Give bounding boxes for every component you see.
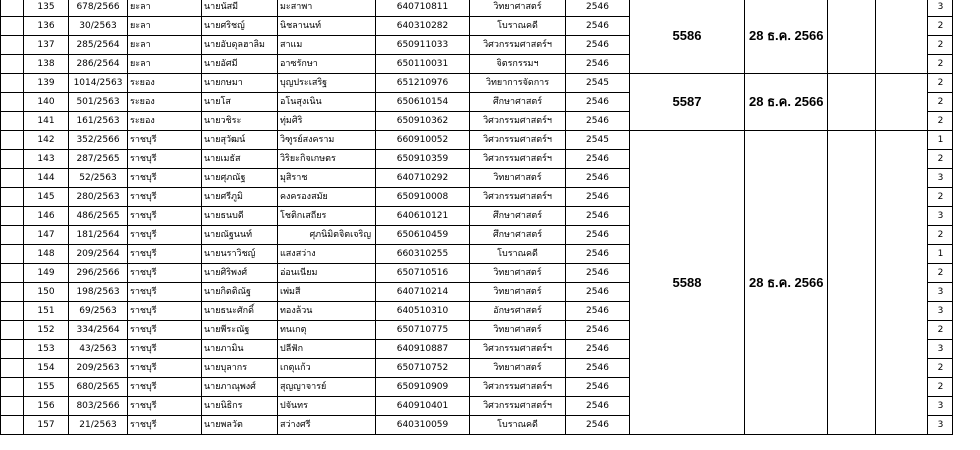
row-number: 151: [24, 302, 69, 321]
last-name: สาแม: [278, 36, 376, 55]
empty-cell: [876, 74, 928, 131]
student-id: 640710214: [376, 283, 470, 302]
spacer-cell: [1, 378, 24, 397]
student-id: 650710752: [376, 359, 470, 378]
province: ยะลา: [128, 17, 202, 36]
row-number: 154: [24, 359, 69, 378]
student-id: 640510310: [376, 302, 470, 321]
student-id: 650110031: [376, 55, 470, 74]
province: ยะลา: [128, 55, 202, 74]
student-id: 650710516: [376, 264, 470, 283]
province: ระยอง: [128, 93, 202, 112]
row-number: 146: [24, 207, 69, 226]
first-name: นายธนะศักดิ์: [202, 302, 278, 321]
faculty: วิศวกรรมศาสตร์ฯ: [470, 188, 566, 207]
first-name: นายนิธิกร: [202, 397, 278, 416]
spacer-cell: [1, 150, 24, 169]
year: 2546: [566, 36, 630, 55]
row-number: 150: [24, 283, 69, 302]
spacer-cell: [1, 207, 24, 226]
batch-date: 28 ธ.ค. 2566: [745, 74, 828, 131]
last-name: บุญประเสริฐ: [278, 74, 376, 93]
province: ราชบุรี: [128, 169, 202, 188]
province: ราชบุรี: [128, 302, 202, 321]
first-name: นายธนบดี: [202, 207, 278, 226]
spacer-cell: [1, 55, 24, 74]
empty-cell: [876, 131, 928, 435]
first-name: นายสุวัฒน์: [202, 131, 278, 150]
spacer-cell: [1, 169, 24, 188]
empty-cell: [828, 74, 876, 131]
spacer-cell: [1, 131, 24, 150]
reference-number: 1014/2563: [69, 74, 128, 93]
student-id: 640710292: [376, 169, 470, 188]
reference-number: 280/2563: [69, 188, 128, 207]
province: ราชบุรี: [128, 340, 202, 359]
first-name: นายนราวิชญ์: [202, 245, 278, 264]
year: 2546: [566, 359, 630, 378]
spacer-cell: [1, 340, 24, 359]
last-name: ทนเกตุ: [278, 321, 376, 340]
first-name: นายกษมา: [202, 74, 278, 93]
student-id: 651210976: [376, 74, 470, 93]
reference-number: 209/2563: [69, 359, 128, 378]
faculty: จิตรกรรมฯ: [470, 55, 566, 74]
year: 2545: [566, 74, 630, 93]
first-name: นายวชิระ: [202, 112, 278, 131]
faculty: วิทยาศาสตร์: [470, 283, 566, 302]
province: ราชบุรี: [128, 416, 202, 435]
reference-number: 21/2563: [69, 416, 128, 435]
province: ราชบุรี: [128, 283, 202, 302]
count: 3: [928, 397, 953, 416]
student-id: 650710775: [376, 321, 470, 340]
year: 2546: [566, 207, 630, 226]
faculty: โบราณคดี: [470, 245, 566, 264]
student-id: 640910401: [376, 397, 470, 416]
student-id: 650910008: [376, 188, 470, 207]
count: 2: [928, 359, 953, 378]
province: ระยอง: [128, 112, 202, 131]
first-name: นายโส: [202, 93, 278, 112]
last-name: คงครองสมัย: [278, 188, 376, 207]
row-number: 145: [24, 188, 69, 207]
reference-number: 30/2563: [69, 17, 128, 36]
faculty: วิทยาศาสตร์: [470, 264, 566, 283]
year: 2545: [566, 131, 630, 150]
first-name: นายศุภณัฐ: [202, 169, 278, 188]
batch-date: 28 ธ.ค. 2566: [745, 131, 828, 435]
student-id: 650610459: [376, 226, 470, 245]
last-name: ทองล้วน: [278, 302, 376, 321]
student-id: 640710811: [376, 0, 470, 17]
count: 2: [928, 112, 953, 131]
province: ราชบุรี: [128, 264, 202, 283]
count: 2: [928, 188, 953, 207]
faculty: โบราณคดี: [470, 416, 566, 435]
count: 2: [928, 150, 953, 169]
first-name: นายเมธัส: [202, 150, 278, 169]
count: 3: [928, 302, 953, 321]
first-name: นายณัฐนนท์: [202, 226, 278, 245]
empty-cell: [876, 0, 928, 74]
count: 2: [928, 74, 953, 93]
count: 1: [928, 245, 953, 264]
reference-number: 803/2566: [69, 397, 128, 416]
row-number: 148: [24, 245, 69, 264]
count: 2: [928, 36, 953, 55]
row-number: 135: [24, 0, 69, 17]
row-number: 137: [24, 36, 69, 55]
year: 2546: [566, 340, 630, 359]
row-number: 142: [24, 131, 69, 150]
last-name: นิชลานนท์: [278, 17, 376, 36]
count: 2: [928, 264, 953, 283]
row-number: 153: [24, 340, 69, 359]
reference-number: 334/2564: [69, 321, 128, 340]
row-number: 136: [24, 17, 69, 36]
year: 2546: [566, 397, 630, 416]
batch-date: 28 ธ.ค. 2566: [745, 0, 828, 74]
student-id: 660910052: [376, 131, 470, 150]
reference-number: 285/2564: [69, 36, 128, 55]
last-name: แสงสว่าง: [278, 245, 376, 264]
province: ราชบุรี: [128, 245, 202, 264]
spacer-cell: [1, 359, 24, 378]
reference-number: 286/2564: [69, 55, 128, 74]
last-name: วิฑูรย์สงคราม: [278, 131, 376, 150]
province: ราชบุรี: [128, 188, 202, 207]
spacer-cell: [1, 0, 24, 17]
row-number: 157: [24, 416, 69, 435]
year: 2546: [566, 226, 630, 245]
reference-number: 161/2563: [69, 112, 128, 131]
faculty: ศึกษาศาสตร์: [470, 207, 566, 226]
reference-number: 287/2565: [69, 150, 128, 169]
last-name: อาซรักษา: [278, 55, 376, 74]
first-name: นายพีระณัฐ: [202, 321, 278, 340]
count: 2: [928, 55, 953, 74]
first-name: นายศิริพงศ์: [202, 264, 278, 283]
province: ยะลา: [128, 0, 202, 17]
count: 3: [928, 340, 953, 359]
faculty: วิศวกรรมศาสตร์ฯ: [470, 112, 566, 131]
reference-number: 680/2565: [69, 378, 128, 397]
reference-number: 501/2563: [69, 93, 128, 112]
count: 3: [928, 169, 953, 188]
student-id: 650910362: [376, 112, 470, 131]
batch-number: 5587: [630, 74, 745, 131]
spacer-cell: [1, 36, 24, 55]
year: 2546: [566, 55, 630, 74]
faculty: วิทยาศาสตร์: [470, 321, 566, 340]
province: ราชบุรี: [128, 321, 202, 340]
table-row: [1, 131, 953, 150]
province: ยะลา: [128, 36, 202, 55]
spacer-cell: [1, 397, 24, 416]
first-name: นายพลวัต: [202, 416, 278, 435]
reference-number: 181/2564: [69, 226, 128, 245]
faculty: วิทยาศาสตร์: [470, 169, 566, 188]
spacer-cell: [1, 245, 24, 264]
row-number: 141: [24, 112, 69, 131]
province: ราชบุรี: [128, 207, 202, 226]
first-name: นายภามิน: [202, 340, 278, 359]
faculty: วิศวกรรมศาสตร์ฯ: [470, 340, 566, 359]
year: 2546: [566, 321, 630, 340]
student-id: 640610121: [376, 207, 470, 226]
count: 2: [928, 378, 953, 397]
last-name: วิริยะกิจเกษตร: [278, 150, 376, 169]
count: 3: [928, 416, 953, 435]
reference-number: 486/2565: [69, 207, 128, 226]
year: 2546: [566, 302, 630, 321]
last-name: อ่อนเนียม: [278, 264, 376, 283]
reference-number: 198/2563: [69, 283, 128, 302]
faculty: วิศวกรรมศาสตร์ฯ: [470, 378, 566, 397]
row-number: 139: [24, 74, 69, 93]
spacer-cell: [1, 416, 24, 435]
first-name: นายกิตติณัฐ: [202, 283, 278, 302]
faculty: ศึกษาศาสตร์: [470, 226, 566, 245]
year: 2546: [566, 93, 630, 112]
student-id: 650610154: [376, 93, 470, 112]
reference-number: 52/2563: [69, 169, 128, 188]
province: ระยอง: [128, 74, 202, 93]
count: 2: [928, 17, 953, 36]
table-row: [1, 74, 953, 93]
row-number: 156: [24, 397, 69, 416]
faculty: ศึกษาศาสตร์: [470, 93, 566, 112]
faculty: วิศวกรรมศาสตร์ฯ: [470, 131, 566, 150]
faculty: อักษรศาสตร์: [470, 302, 566, 321]
last-name: ปลีฟัก: [278, 340, 376, 359]
empty-cell: [828, 131, 876, 435]
first-name: นายบุลากร: [202, 359, 278, 378]
first-name: นายอับดุลฮาลิม: [202, 36, 278, 55]
reference-number: 209/2564: [69, 245, 128, 264]
reference-number: 678/2566: [69, 0, 128, 17]
first-name: นายศริชญ์: [202, 17, 278, 36]
province: ราชบุรี: [128, 359, 202, 378]
first-name: นายศรีภูมิ: [202, 188, 278, 207]
last-name: โชติกเสถียร: [278, 207, 376, 226]
faculty: วิทยาศาสตร์: [470, 359, 566, 378]
row-number: 143: [24, 150, 69, 169]
first-name: นายอัศมี: [202, 55, 278, 74]
year: 2546: [566, 416, 630, 435]
table-body: [1, 0, 953, 435]
student-id: 640910887: [376, 340, 470, 359]
student-id: 660310255: [376, 245, 470, 264]
first-name: นายภาณุพงศ์: [202, 378, 278, 397]
last-name: มะสาพา: [278, 0, 376, 17]
row-number: 140: [24, 93, 69, 112]
count: 1: [928, 131, 953, 150]
province: ราชบุรี: [128, 378, 202, 397]
last-name: ทุ่มศิริ: [278, 112, 376, 131]
row-number: 138: [24, 55, 69, 74]
year: 2546: [566, 264, 630, 283]
student-id: 640310059: [376, 416, 470, 435]
count: 3: [928, 283, 953, 302]
reference-number: 43/2563: [69, 340, 128, 359]
count: 2: [928, 226, 953, 245]
province: ราชบุรี: [128, 397, 202, 416]
year: 2546: [566, 245, 630, 264]
faculty: วิทยาศาสตร์: [470, 0, 566, 17]
batch-number: 5586: [630, 0, 745, 74]
student-id: 650910909: [376, 378, 470, 397]
row-number: 144: [24, 169, 69, 188]
spacer-cell: [1, 93, 24, 112]
province: ราชบุรี: [128, 226, 202, 245]
reference-number: 352/2566: [69, 131, 128, 150]
student-id: 640310282: [376, 17, 470, 36]
table-row: [1, 0, 953, 17]
first-name: นายนัสมี: [202, 0, 278, 17]
last-name: อโนสุงเนิน: [278, 93, 376, 112]
province: ราชบุรี: [128, 131, 202, 150]
student-id: 650911033: [376, 36, 470, 55]
spacer-cell: [1, 17, 24, 36]
last-name: ปจันทร: [278, 397, 376, 416]
last-name: สว่างศรี: [278, 416, 376, 435]
spacer-cell: [1, 74, 24, 93]
year: 2546: [566, 188, 630, 207]
spacer-cell: [1, 226, 24, 245]
count: 3: [928, 207, 953, 226]
count: 2: [928, 93, 953, 112]
spacer-cell: [1, 112, 24, 131]
spacer-cell: [1, 321, 24, 340]
empty-cell: [828, 0, 876, 74]
row-number: 155: [24, 378, 69, 397]
row-number: 149: [24, 264, 69, 283]
last-name: เพ่มสี: [278, 283, 376, 302]
spacer-cell: [1, 302, 24, 321]
last-name: เกตุแก้ว: [278, 359, 376, 378]
faculty: วิทยาการจัดการ: [470, 74, 566, 93]
last-name: สุญญาจารย์: [278, 378, 376, 397]
faculty: วิศวกรรมศาสตร์ฯ: [470, 397, 566, 416]
faculty: วิศวกรรมศาสตร์ฯ: [470, 150, 566, 169]
year: 2546: [566, 169, 630, 188]
count: 3: [928, 0, 953, 17]
reference-number: 296/2566: [69, 264, 128, 283]
count: 2: [928, 321, 953, 340]
year: 2546: [566, 150, 630, 169]
year: 2546: [566, 0, 630, 17]
faculty: โบราณคดี: [470, 17, 566, 36]
student-id: 650910359: [376, 150, 470, 169]
province: ราชบุรี: [128, 150, 202, 169]
batch-number: 5588: [630, 131, 745, 435]
spacer-cell: [1, 283, 24, 302]
row-number: 152: [24, 321, 69, 340]
last-name: ศุภนิมิตจิตเจริญ: [278, 226, 376, 245]
year: 2546: [566, 17, 630, 36]
row-number: 147: [24, 226, 69, 245]
year: 2546: [566, 112, 630, 131]
reference-number: 69/2563: [69, 302, 128, 321]
spacer-cell: [1, 264, 24, 283]
year: 2546: [566, 378, 630, 397]
year: 2546: [566, 283, 630, 302]
last-name: มุสิราช: [278, 169, 376, 188]
faculty: วิศวกรรมศาสตร์ฯ: [470, 36, 566, 55]
spacer-cell: [1, 188, 24, 207]
